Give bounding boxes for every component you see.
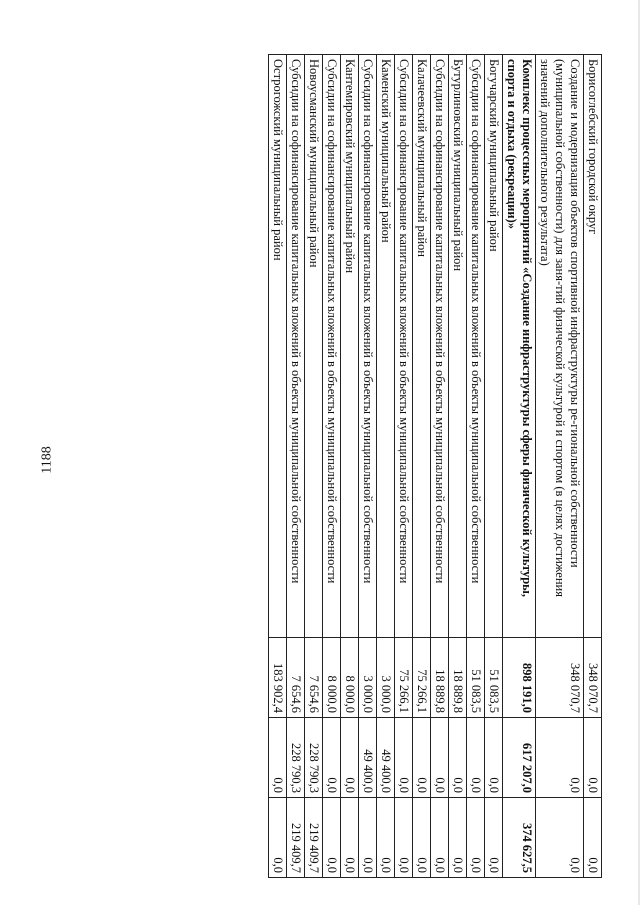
value-2025-cell: 0,0 <box>449 718 467 798</box>
table-row <box>536 55 584 878</box>
value-2025-cell: 0,0 <box>485 718 503 798</box>
value-2026-cell: 219 409,7 <box>287 798 305 878</box>
value-2026-cell: 0,0 <box>359 798 377 878</box>
value-2026-cell: 0,0 <box>323 798 341 878</box>
table-row <box>503 55 536 878</box>
value-2024-cell: 18 889,8 <box>449 638 467 718</box>
value-2026-cell: 219 409,7 <box>305 798 323 878</box>
table-row <box>269 55 287 878</box>
value-2025-cell: 49 400,0 <box>377 718 395 798</box>
value-2026-cell: 0,0 <box>449 798 467 878</box>
row-name-cell: Создание и модернизация объектов спортивной инфраструктуры ре-гиональной собственности (муниципальной собственности) для заня-тий физической культурой и спортом (в целях достижения значений дополнительного результата) <box>536 55 584 638</box>
row-name-cell: Субсидии на софинансирование капитальных вложений в объекты муниципальной собственности <box>395 55 413 638</box>
table-row <box>323 55 341 878</box>
value-2025-cell: 228 790,3 <box>305 718 323 798</box>
row-name-cell: Кантемировский муниципальный район <box>341 55 359 638</box>
table-row <box>467 55 485 878</box>
value-2024-cell: 3 000,0 <box>377 638 395 718</box>
table-row <box>287 55 305 878</box>
budget-table <box>268 54 602 878</box>
value-2026-cell: 0,0 <box>395 798 413 878</box>
row-name-cell: Субсидии на софинансирование капитальных вложений в объекты муниципальной собственности <box>467 55 485 638</box>
value-2024-cell: 898 191,0 <box>503 638 536 718</box>
row-name-cell: Субсидии на софинансирование капитальных вложений в объекты муниципальной собственности <box>431 55 449 638</box>
value-2026-cell: 0,0 <box>431 798 449 878</box>
row-name-cell: Калачеевский муниципальный район <box>413 55 431 638</box>
value-2025-cell: 0,0 <box>584 718 602 798</box>
value-2024-cell: 183 902,4 <box>269 638 287 718</box>
value-2025-cell: 0,0 <box>269 718 287 798</box>
value-2024-cell: 8 000,0 <box>323 638 341 718</box>
value-2024-cell: 3 000,0 <box>359 638 377 718</box>
table-row <box>413 55 431 878</box>
value-2024-cell: 18 889,8 <box>431 638 449 718</box>
table-row <box>377 55 395 878</box>
value-2026-cell: 0,0 <box>584 798 602 878</box>
value-2025-cell: 0,0 <box>536 718 584 798</box>
table-row <box>431 55 449 878</box>
row-name-cell: Каменский муниципальный район <box>377 55 395 638</box>
value-2025-cell: 617 207,0 <box>503 718 536 798</box>
value-2026-cell: 0,0 <box>377 798 395 878</box>
table-row <box>341 55 359 878</box>
value-2025-cell: 0,0 <box>395 718 413 798</box>
row-name-cell: Субсидии на софинансирование капитальных вложений в объекты муниципальной собственности <box>359 55 377 638</box>
row-name-cell: Борисоглебский городской округ <box>584 55 602 638</box>
table-row <box>305 55 323 878</box>
value-2026-cell: 374 627,5 <box>503 798 536 878</box>
row-name-cell: Острогожский муниципальный район <box>269 55 287 638</box>
value-2024-cell: 75 266,1 <box>413 638 431 718</box>
row-name-cell: Субсидии на софинансирование капитальных вложений в объекты муниципальной собственности <box>287 55 305 638</box>
value-2024-cell: 7 654,6 <box>305 638 323 718</box>
row-name-cell: Бутурлиновский муниципальный район <box>449 55 467 638</box>
row-name-cell: Новоусманский муниципальный район <box>305 55 323 638</box>
value-2025-cell: 0,0 <box>323 718 341 798</box>
value-2024-cell: 75 266,1 <box>395 638 413 718</box>
value-2025-cell: 0,0 <box>467 718 485 798</box>
value-2026-cell: 0,0 <box>413 798 431 878</box>
value-2024-cell: 8 000,0 <box>341 638 359 718</box>
value-2024-cell: 348 070,7 <box>584 638 602 718</box>
value-2025-cell: 0,0 <box>341 718 359 798</box>
budget-table-body <box>269 55 602 878</box>
page-number: 1188 <box>39 446 55 474</box>
value-2026-cell: 0,0 <box>467 798 485 878</box>
value-2025-cell: 49 400,0 <box>359 718 377 798</box>
row-name-cell: Субсидии на софинансирование капитальных вложений в объекты муниципальной собственности <box>323 55 341 638</box>
table-row <box>449 55 467 878</box>
row-name-cell: Богучарский муниципальный район <box>485 55 503 638</box>
rotated-page-content <box>72 54 602 877</box>
value-2025-cell: 0,0 <box>413 718 431 798</box>
value-2025-cell: 0,0 <box>431 718 449 798</box>
value-2025-cell: 228 790,3 <box>287 718 305 798</box>
value-2026-cell: 0,0 <box>485 798 503 878</box>
table-row <box>584 55 602 878</box>
table-row <box>359 55 377 878</box>
row-name-cell: Комплекс процессных мероприятий «Создание инфраструктуры сферы физической культуры, спорта и отдыха (рекреации)» <box>503 55 536 638</box>
table-row <box>395 55 413 878</box>
value-2024-cell: 51 083,5 <box>467 638 485 718</box>
value-2024-cell: 7 654,6 <box>287 638 305 718</box>
value-2026-cell: 0,0 <box>269 798 287 878</box>
table-row <box>485 55 503 878</box>
value-2026-cell: 0,0 <box>536 798 584 878</box>
value-2024-cell: 348 070,7 <box>536 638 584 718</box>
value-2024-cell: 51 083,5 <box>485 638 503 718</box>
value-2026-cell: 0,0 <box>341 798 359 878</box>
